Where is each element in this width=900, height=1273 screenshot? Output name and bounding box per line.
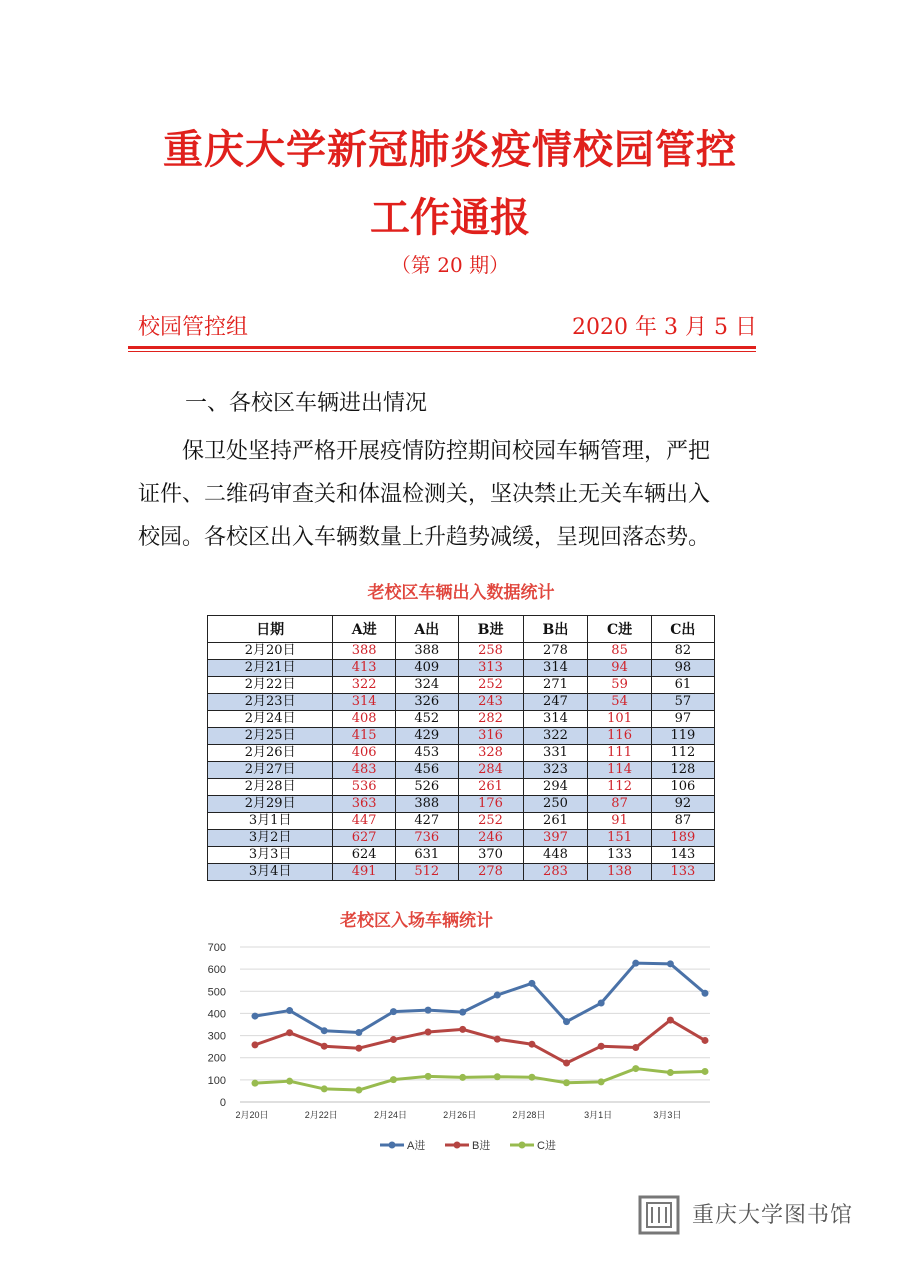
table-row — [208, 796, 715, 813]
data-point — [563, 1079, 570, 1086]
y-tick-label: 100 — [207, 1074, 226, 1087]
x-tick-label: 2月24日 — [373, 1110, 407, 1120]
y-tick-label: 400 — [207, 1008, 226, 1021]
table-row — [208, 711, 715, 728]
y-tick-label: 0 — [219, 1097, 226, 1109]
table-cell: 243 — [458, 694, 523, 711]
data-point — [528, 1074, 535, 1081]
column-header: C出 — [651, 616, 714, 643]
table-cell: 252 — [458, 677, 523, 694]
table-cell: 313 — [458, 660, 523, 677]
column-header: 日期 — [208, 616, 333, 643]
table-cell: 278 — [458, 864, 523, 881]
table-row — [208, 745, 715, 762]
table-cell: 61 — [651, 677, 714, 694]
table-cell: 453 — [395, 745, 458, 762]
issue-number: （第 20 期） — [390, 253, 510, 277]
table-cell: 3月1日 — [208, 813, 333, 830]
table-cell: 2月26日 — [208, 745, 333, 762]
library-name: 重庆大学图书馆 — [692, 1203, 854, 1228]
data-point — [667, 1069, 674, 1076]
data-point — [667, 960, 674, 967]
table-cell: 114 — [588, 762, 651, 779]
data-point — [598, 1043, 605, 1050]
data-point — [632, 1065, 639, 1072]
table-cell: 483 — [333, 762, 396, 779]
table-cell: 2月28日 — [208, 779, 333, 796]
table-cell: 3月4日 — [208, 864, 333, 881]
legend-label: C进 — [537, 1140, 556, 1152]
table-cell: 59 — [588, 677, 651, 694]
table-cell: 448 — [523, 847, 588, 864]
table-cell: 278 — [523, 643, 588, 660]
table-cell: 54 — [588, 694, 651, 711]
table-cell: 452 — [395, 711, 458, 728]
table-cell: 283 — [523, 864, 588, 881]
table-cell: 328 — [458, 745, 523, 762]
data-point — [563, 1018, 570, 1025]
table-cell: 106 — [651, 779, 714, 796]
table-cell: 512 — [395, 864, 458, 881]
table-cell: 736 — [395, 830, 458, 847]
x-tick-label: 2月26日 — [443, 1110, 477, 1120]
data-point — [598, 1078, 605, 1085]
section-paragraph — [138, 430, 768, 559]
table-cell: 112 — [651, 745, 714, 762]
table-cell: 314 — [523, 711, 588, 728]
column-header: C进 — [588, 616, 651, 643]
x-tick-label: 3月1日 — [584, 1110, 613, 1120]
data-point — [321, 1043, 328, 1050]
x-tick-label: 2月20日 — [235, 1110, 269, 1120]
data-point — [286, 1029, 293, 1036]
chart-title: 老校区入场车辆统计 — [340, 911, 493, 931]
table-cell: 2月29日 — [208, 796, 333, 813]
table-cell: 631 — [395, 847, 458, 864]
data-point — [252, 1080, 259, 1087]
table-cell: 271 — [523, 677, 588, 694]
y-tick-label: 200 — [207, 1052, 226, 1065]
table-cell: 331 — [523, 745, 588, 762]
table-cell: 363 — [333, 796, 396, 813]
table-cell: 406 — [333, 745, 396, 762]
paragraph-line-3: 校园。各校区出入车辆数量上升趋势减缓，呈现回落态势。 — [138, 525, 711, 550]
table-row — [208, 762, 715, 779]
table-cell: 2月27日 — [208, 762, 333, 779]
paragraph-line-2: 证件、二维码审查关和体温检测关，坚决禁止无关车辆出入 — [138, 482, 711, 507]
issuing-org: 校园管控组 — [138, 315, 249, 340]
table-title: 老校区车辆出入数据统计 — [367, 583, 555, 603]
y-tick-label: 500 — [207, 986, 226, 999]
data-point — [425, 1007, 432, 1014]
x-tick-label: 3月3日 — [653, 1110, 682, 1120]
table-cell: 314 — [523, 660, 588, 677]
table-cell: 261 — [523, 813, 588, 830]
data-point — [425, 1029, 432, 1036]
paragraph-line-1: 保卫处坚持严格开展疫情防控期间校园车辆管理，严把 — [182, 439, 711, 464]
vehicle-data-table — [207, 615, 715, 881]
table-cell: 627 — [333, 830, 396, 847]
library-logo — [638, 1195, 680, 1239]
library-emblem-icon — [638, 1195, 680, 1235]
table-cell: 536 — [333, 779, 396, 796]
column-header: A出 — [395, 616, 458, 643]
table-cell: 429 — [395, 728, 458, 745]
table-cell: 415 — [333, 728, 396, 745]
column-header: B出 — [523, 616, 588, 643]
data-point — [355, 1045, 362, 1052]
legend-marker — [519, 1142, 526, 1149]
table-cell: 85 — [588, 643, 651, 660]
table-cell: 97 — [651, 711, 714, 728]
table-cell: 2月21日 — [208, 660, 333, 677]
legend-marker — [454, 1142, 461, 1149]
table-cell: 94 — [588, 660, 651, 677]
table-cell: 261 — [458, 779, 523, 796]
table-cell: 246 — [458, 830, 523, 847]
table-row — [208, 813, 715, 830]
table-cell: 92 — [651, 796, 714, 813]
table-cell: 3月3日 — [208, 847, 333, 864]
header-rule-thin — [128, 351, 756, 352]
table-row — [208, 694, 715, 711]
section-heading: 一、各校区车辆进出情况 — [185, 391, 428, 416]
data-point — [702, 1037, 709, 1044]
table-cell: 314 — [333, 694, 396, 711]
table-cell: 143 — [651, 847, 714, 864]
table-cell: 112 — [588, 779, 651, 796]
data-point — [459, 1074, 466, 1081]
table-cell: 87 — [588, 796, 651, 813]
report-title-line1: 重庆大学新冠肺炎疫情校园管控 — [163, 126, 737, 173]
data-point — [252, 1041, 259, 1048]
table-cell: 413 — [333, 660, 396, 677]
data-point — [667, 1017, 674, 1024]
data-point — [598, 1000, 605, 1007]
series-line — [255, 963, 705, 1032]
table-row — [208, 847, 715, 864]
table-cell: 284 — [458, 762, 523, 779]
table-row — [208, 864, 715, 881]
table-cell: 128 — [651, 762, 714, 779]
table-cell: 98 — [651, 660, 714, 677]
header-rule-thick — [128, 346, 756, 349]
table-cell: 252 — [458, 813, 523, 830]
data-point — [321, 1027, 328, 1034]
table-cell: 388 — [333, 643, 396, 660]
table-cell: 2月23日 — [208, 694, 333, 711]
table-cell: 388 — [395, 796, 458, 813]
data-point — [355, 1087, 362, 1094]
data-point — [286, 1078, 293, 1085]
table-cell: 526 — [395, 779, 458, 796]
data-point — [425, 1073, 432, 1080]
table-cell: 322 — [333, 677, 396, 694]
table-cell: 326 — [395, 694, 458, 711]
legend-label: A进 — [407, 1140, 426, 1152]
table-cell: 57 — [651, 694, 714, 711]
table-cell: 82 — [651, 643, 714, 660]
data-point — [702, 1068, 709, 1075]
table-cell: 250 — [523, 796, 588, 813]
y-tick-label: 700 — [207, 942, 226, 954]
table-cell: 323 — [523, 762, 588, 779]
table-cell: 447 — [333, 813, 396, 830]
table-cell: 101 — [588, 711, 651, 728]
data-point — [459, 1026, 466, 1033]
data-point — [632, 960, 639, 967]
y-tick-label: 300 — [207, 1030, 226, 1043]
table-cell: 133 — [651, 864, 714, 881]
y-tick-label: 600 — [207, 964, 226, 977]
legend-marker — [389, 1142, 396, 1149]
data-point — [494, 1073, 501, 1080]
table-cell: 2月25日 — [208, 728, 333, 745]
data-point — [528, 1041, 535, 1048]
data-point — [355, 1029, 362, 1036]
series-line — [255, 1020, 705, 1063]
table-cell: 2月20日 — [208, 643, 333, 660]
data-point — [321, 1085, 328, 1092]
data-point — [286, 1007, 293, 1014]
table-cell: 258 — [458, 643, 523, 660]
table-cell: 133 — [588, 847, 651, 864]
data-point — [390, 1008, 397, 1015]
table-cell: 397 — [523, 830, 588, 847]
table-cell: 388 — [395, 643, 458, 660]
table-header-row — [208, 616, 715, 643]
table-cell: 409 — [395, 660, 458, 677]
table-cell: 2月24日 — [208, 711, 333, 728]
table-cell: 138 — [588, 864, 651, 881]
table-cell: 111 — [588, 745, 651, 762]
table-row — [208, 677, 715, 694]
table-cell: 282 — [458, 711, 523, 728]
data-point — [390, 1036, 397, 1043]
data-point — [528, 980, 535, 987]
table-cell: 3月2日 — [208, 830, 333, 847]
issue-date: 2020 年 3 月 5 日 — [572, 315, 757, 340]
table-cell: 408 — [333, 711, 396, 728]
data-point — [252, 1013, 259, 1020]
table-cell: 456 — [395, 762, 458, 779]
data-point — [563, 1060, 570, 1067]
table-cell: 189 — [651, 830, 714, 847]
table-cell: 176 — [458, 796, 523, 813]
table-cell: 324 — [395, 677, 458, 694]
table-cell: 87 — [651, 813, 714, 830]
table-cell: 316 — [458, 728, 523, 745]
x-tick-label: 2月28日 — [512, 1110, 546, 1120]
x-tick-label: 2月22日 — [304, 1110, 338, 1120]
table-row — [208, 779, 715, 796]
table-cell: 370 — [458, 847, 523, 864]
table-row — [208, 660, 715, 677]
data-point — [494, 992, 501, 999]
table-cell: 427 — [395, 813, 458, 830]
entry-line-chart — [200, 935, 720, 1160]
legend-label: B进 — [472, 1140, 491, 1152]
column-header: B进 — [458, 616, 523, 643]
table-row — [208, 643, 715, 660]
report-title-line2: 工作通报 — [370, 194, 530, 241]
data-point — [632, 1044, 639, 1051]
table-cell: 322 — [523, 728, 588, 745]
data-point — [702, 990, 709, 997]
data-point — [459, 1009, 466, 1016]
table-cell: 624 — [333, 847, 396, 864]
table-cell: 294 — [523, 779, 588, 796]
table-row — [208, 830, 715, 847]
data-point — [390, 1076, 397, 1083]
column-header: A进 — [333, 616, 396, 643]
table-cell: 116 — [588, 728, 651, 745]
table-cell: 2月22日 — [208, 677, 333, 694]
table-cell: 247 — [523, 694, 588, 711]
table-cell: 91 — [588, 813, 651, 830]
table-cell: 119 — [651, 728, 714, 745]
table-row — [208, 728, 715, 745]
table-cell: 491 — [333, 864, 396, 881]
table-cell: 151 — [588, 830, 651, 847]
data-point — [494, 1036, 501, 1043]
